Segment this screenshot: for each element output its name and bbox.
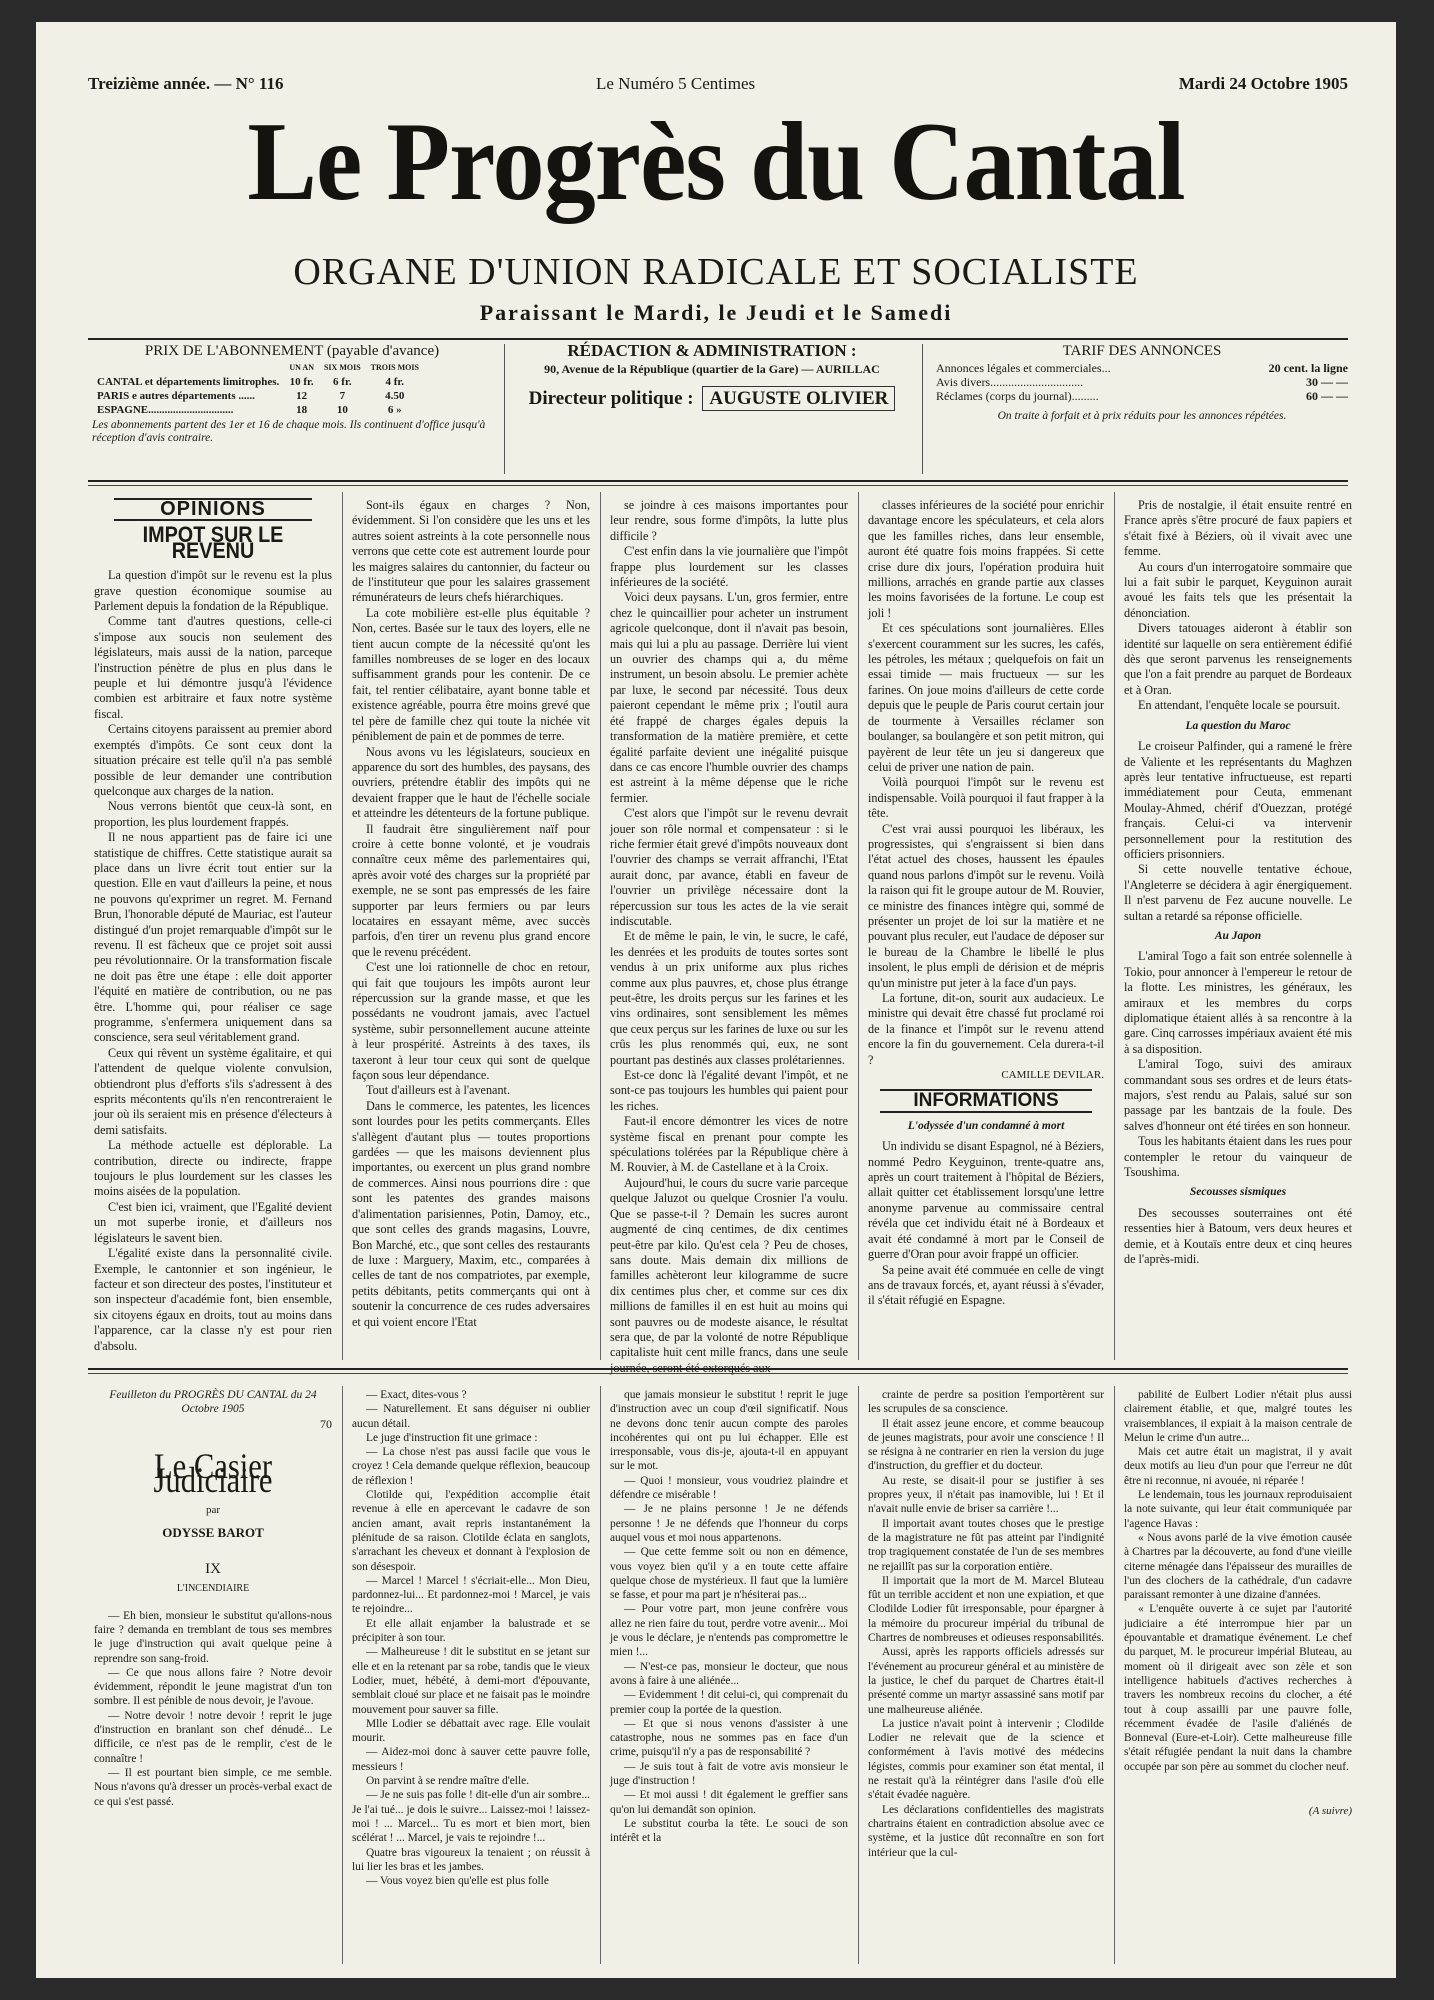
paragraph: Nous avons vu les législateurs, soucieux en apparence du sort des humbles, des paysans, des ouvriers, prétendre établir des impôts qui ne devaient frapper que le haut de l'échelle sociale et atteindre les détenteurs de la fortune publique. [352,744,590,821]
paragraph: crainte de perdre sa position l'emportèrent sur les scrupules de sa conscience. [868,1389,1104,1416]
paragraph: — Marcel ! Marcel ! s'écriait-elle... Mon Dieu, pardonnez-lui... Et pardonnez-moi ! Marcel, je vais te rejoindre... [352,1574,590,1616]
paragraph: — Eh bien, monsieur le substitut qu'allons-nous faire ? demanda en tremblant de tous ses membres le juge d'instruction qui avait quelque peine à reprendre son sang-froid. [94,1609,332,1665]
paragraph: Mlle Lodier se débattait avec rage. Elle voulait mourir. [352,1717,590,1745]
paragraph: Le croiseur Palfinder, qui a ramené le frère de Valiente et les représentants du Maghzen après leur tentative infructueuse, est reparti immédiatement pour Ceuta, emmenant Moulay-Ahmed, chérif d'Ouezzan, protégé français. Celui-ci va intervenir personnellement pour la restitution des officiers prisonniers. [1124,739,1352,861]
paragraph: — Aidez-moi donc à sauver cette pauvre folle, messieurs ! [352,1746,590,1773]
paragraph: Sont-ils égaux en charges ? Non, évidemment. Si l'on considère que les uns et les autres soient astreints à la cote personnelle nous verrons que cette cote est autrement lourde pour les maigres salaires du cantonnier, du facteur ou de l'instituteur que pour les salaires grassement rémunérateurs de leurs chefs hiérarchiques. [352,498,590,605]
issue-date: Mardi 24 Octobre 1905 [1178,74,1348,93]
paragraph: Comme tant d'autres questions, celle-ci s'impose aux soucis non seulement des législateurs, mais aussi de la nation, parceque l'instruction pénètre de plus en plus dans le peuple et lui démontre jusqu'à l'évidence combien est arbitraire et faux notre système fiscal. [94,614,332,721]
section-informations: INFORMATIONS [880,1089,1092,1112]
article-column-3 [610,498,848,1375]
column-rule [858,492,859,1360]
column-three-months: TROIS MOIS [370,363,419,372]
header-rule [88,338,1348,340]
paragraph: L'égalité existe dans la personnalité civile. Exemple, le cantonnier et son ingénieur, le facteur et son directeur des postes, l'instituteur et son inspecteur d'académie font, bien ensemble, six citoyens égaux en droits, tout au moins dans l'apparence, car la classe n'y est pour rien d'absolu. [94,1246,332,1353]
paragraph: — Je suis tout à fait de votre avis monsieur le juge d'instruction ! [610,1760,848,1788]
feuilleton-number: 70 [320,1416,332,1431]
paragraph: Dans le commerce, les patentes, les licences sont lourdes pour les petits commerçants. Elles s'allègent d'autant plus — toutes proportions gardées — que les maisons deviennent plus importantes, ou exercent un plus grand nombre de commerces. Ainsi nous pourrions dire : que sont les patentes des grandes maisons d'alimentation parisiennes, Potin, Damoy, etc., que sont celles des grands magasins, Louvre, Bon Marché, etc., que sont celles des restaurants de luxe : Marguery, Maxim, etc., comparées à celles de tant de nos compatriotes, par exemple, petits débitants, petits commerçants qui ont à soutenir la concurrence de ces rudes adversaires et qui voient encore l'Etat [352,1098,590,1329]
chapter-title: L'INCENDIAIRE [176,1583,250,1595]
paragraph: Ceux qui rêvent un système égalitaire, et qui l'attendent de quelque violente convulsion, obtiendront plus d'efforts s'ils s'adressent à des esprits mécontents qu'ils n'en rencontreraient le jour où ils seraient mis en présence d'électeurs à demi satisfaits. [94,1045,332,1137]
tarif-row: Avis divers............................... 30 — — [936,375,1348,389]
paragraph: C'est vrai aussi pourquoi les libéraux, les progressistes, qui s'engraissent si bien dans l'état actuel des choses, haussent les épaules quand nous parlons d'impôt sur le revenu. Voilà la raison qui fit le groupe autour de M. Rouvier, ce ministre des finances intègre qui, sommé de présenter un projet de loi sur la matière et ne pouvant plus reculer, eut l'audace de déposer sur le bureau de la Chambre le libellé le plus insolent, le plus empli de dérision et de mépris qu'un ministre put jeter à la face d'un pays. [868,821,1104,990]
paragraph: C'est une loi rationnelle de choc en retour, qui fait que toujours les impôts auront leur répercussion sur la grande masse, et que les possédants ne voudront jamais, avec l'actuel système, subir personnellement aucune atteinte à leur prospérité. Astreints à des taxes, ils taxeront à leur tour ceux qui sont de quelque façon sous leur dépendance. [352,960,590,1083]
paragraph: Tous les habitants étaient dans les rues pour contempler le retour du vainqueur de Tsoushima. [1124,1134,1352,1180]
article-column-2 [352,498,590,1356]
feuilleton-column-3 [610,1388,848,1962]
director-name: AUGUSTE OLIVIER [702,386,895,411]
subscription-title: PRIX DE L'ABONNEMENT (payable d'avance) [144,343,440,359]
paragraph: La fortune, dit-on, sourit aux audacieux. Le ministre qui devait être chassé fut proclamé roi de la finance et l'impôt sur le revenu attend encore la fin du gouvernement. Cela durera-t-il ? [868,991,1104,1067]
header-divider [922,344,923,474]
paragraph: Il ne nous appartient pas de faire ici une statistique de chiffres. Cette statistique aurait sa place dans un livre écrit tout entier sur la question. Elle en vaut d'ailleurs la peine, et nous ne pouvons qu'exprimer un regret. M. Fernand Brun, l'honorable député de Mauriac, est l'auteur distingué d'un projet remarquable d'impôt sur le revenu. Il est fâcheux que ce projet soit aussi peu révolutionnaire. Or la transformation fiscale ne doit pas être une étape : elle doit apporter l'équité en matière de contribution, ou ne pas être. L'homme qui, pour réaliser ce sage programme, s'enfermera uniquement dans sa conscience, sera seul véritablement grand. [94,830,332,1045]
director-label: Directeur politique : [528,388,694,409]
article-title: IMPOT SUR LE REVENU [142,522,284,563]
feuilleton-title: Le Casier Judiciaire [153,1445,273,1501]
paragraph: Les déclarations confidentielles des magistrats chartrains étaient en contradiction absolue avec ce système, et la justice dût reconnaître en son fort intérieur que la cul- [868,1803,1104,1859]
paragraph: Au reste, se disait-il pour se justifier à ses propres yeux, il n'était pas inamovible, lui ! Et il n'avait nulle envie de briser sa carrière !... [868,1474,1104,1516]
newspaper-page [36,22,1396,1978]
article-column-5 [1124,498,1352,1356]
paragraph: Aussi, après les rapports officiels adressés sur l'événement au procureur général et au ministère de la justice, le chef du parquet de Chartres était-il présenté comme un martyr assassiné sans motif par une malheureuse aliénée. [868,1646,1104,1716]
paragraph: que jamais monsieur le substitut ! reprit le juge d'instruction avec un coup d'œil significatif. Nous ne devons donc tenir aucun compte des paroles incohérentes qui ont pu lui échapper. Elle est irresponsable, vous dis-je, ajouta-t-il en appuyant sur le mot. [610,1389,848,1473]
paragraph: — Malheureuse ! dit le substitut en se jetant sur elle et en la retenant par sa robe, tandis que le vieux Lodier, muet, hébété, à demi-mort d'épouvante, semblait cloué sur place et ne faisait pas le moindre mouvement pour sauver sa fille. [352,1646,590,1716]
feuilleton-rule [88,1368,1348,1370]
subscription-note: Les abonnements partent des 1er et 16 de chaque mois. Ils continuent d'office jusqu'à réception d'avis contraire. [92,419,486,444]
paragraph: Et elle allait enjamber la balustrade et se précipiter à son tour. [352,1617,590,1645]
paragraph: En attendant, l'enquête locale se poursuit. [1138,698,1341,713]
paragraph: se joindre à ces maisons importantes pour leur rendre, sous forme d'impôts, la lutte plus difficile ? [610,498,848,543]
redaction-box [514,341,910,472]
paragraph: Il importait avant toutes choses que le prestige de la magistrature ne fût pas atteint par l'indignité trop tragiquement constatée de l'un de ses membres ne rejaillît pas sur la corporation entière. [868,1517,1104,1573]
article-column-1 [94,498,332,1356]
paragraph: Pris de nostalgie, il était ensuite rentré en France après s'être procuré de faux papiers et s'était fixé à Béziers, où il vivait avec une femme. [1124,498,1352,559]
paragraph: « L'enquête ouverte à ce sujet par l'autorité judiciaire a été interrompue hier par un épouvantable et dramatique événement. Le chef du parquet, M. le procureur impérial Bluteau, au moment où il dirigeait avec son zèle et son intelligence habituels d'actives recherches à travers les nombreux recoins du clocher, a été tout à coup assailli par une pauvre folle, récemment évadée de l'asile d'aliénés de Bonneval (Eure-et-Loir). Cette malheureuse fille s'était réfugiée pendant la nuit dans la chambre occupée par son père au sommet du clocher neuf. [1124,1603,1352,1773]
paragraph: Et ces spéculations sont journalières. Elles s'exercent couramment sur les sucres, les cafés, les pétroles, les métaux ; quelquefois on fait un essai timide — mais fructueux — sur les farines. On joue moins d'ailleurs de cette corde depuis que le peuple de Paris courut certain jour de tourmente à Versailles réclamer son boulanger, sa boulangère et son petit mitron, qui payèrent de leur tête un jeu si dangereux que celui de priver une nation de pain. [868,621,1104,774]
paragraph: — Notre devoir ! notre devoir ! reprit le juge d'instruction en branlant son chef dénudé... Le difficile, ce n'est pas de le remplir, c'est de le connaître ! [94,1709,332,1765]
column-six-months: SIX MOIS [323,363,361,372]
paragraph: Certains citoyens paraissent au premier abord exemptés d'impôts. Ce sont ceux dont la situation précaire est telle qu'il n'a pas semblé possible de leur demander une contribution quelconque aux charges de la nation. [94,722,332,798]
paragraph: Il faudrait être singulièrement naïf pour croire à cette bonne volonté, et je voudrais connaître ceux même des parlementaires qui, après avoir voté des charges sur la propriété par exemple, ne se sont pas empressés de les faire supporter par leurs fermiers ou par leurs locataires en essayant même, avec succès parfois, d'en tirer un revenu plus grand encore que le revenu précédent. [352,821,590,959]
paragraph: Voici deux paysans. L'un, gros fermier, entre chez le quincaillier pour acheter un instrument agricole quelconque, dont il n'avait pas besoin, mais qui lui a plu au passage. Derrière lui vient un ouvrier des champs qui a, du même instrument, un besoin absolu. Le premier achète par luxe, le second par nécessité. Tous deux paieront cependant le même prix ; l'outil aura été frappé de charges égales depuis la transformation de la matière première, et cette égalité parfaite devient une inégalité puisque dans ce cas encore l'humble ouvrier des champs est astreint à la même dépense que le riche fermier. [610,590,848,805]
paragraph: — La chose n'est pas aussi facile que vous le croyez ! Cela demande quelque réflexion, beaucoup de réflexion ! [352,1446,590,1487]
paragraph: Nous verrons bientôt que ceux-là sont, en proportion, les plus lourdement frappés. [94,799,332,829]
paragraph: Tout d'ailleurs est à l'avenant. [366,1083,510,1098]
feuilleton-par: par [205,1504,221,1517]
paragraph: Voilà pourquoi l'impôt sur le revenu est indispensable. Voilà pourquoi il faut frapper à la tête. [868,775,1104,821]
paragraph: Si cette nouvelle tentative échoue, l'Angleterre se décidera à agir énergiquement. Il n'est parvenu de Fez aucune nouvelle. Le sultan a retardé sa réponse officielle. [1124,862,1352,923]
paragraph: La justice n'avait point à intervenir ; Clodilde Lodier ne relevait que de la science et conformément à l'avis motivé des médecins légistes, commis pour examiner son état mental, il ne restait qu'à la réintégrer dans l'asile d'où elle s'était évadée naguère. [868,1717,1104,1802]
publication-days: Paraissant le Mardi, le Jeudi et le Samedi [479,300,953,325]
paragraph: C'est enfin dans la vie journalière que l'impôt frappe plus lourdement sur les classes inférieures de la société. [610,544,848,590]
tarif-note: On traite à forfait et à prix réduits pour les annonces répétées. [997,410,1287,422]
tarif-row: Réclames (corps du journal)......... 60 — — [936,389,1348,403]
column-rule [342,1386,343,1964]
feuilleton-column-2 [352,1388,590,1962]
paragraph: C'est bien ici, vraiment, que l'Egalité devient un mot superbe ironie, et d'ailleurs nos législateurs le savent bien. [94,1199,332,1245]
paragraph: Est-ce donc là l'égalité devant l'impôt, et ne sont-ce pas toujours les humbles qui paient pour les riches. [610,1068,848,1113]
article-column-4 [868,498,1104,1356]
paragraph: Le juge d'instruction fit une grimace : [366,1431,538,1444]
table-row: CANTAL et départements limitrophes. 10 fr. 6 fr. 4 fr. [97,376,405,388]
paragraph: Sa peine avait été commuée en celle de vingt ans de travaux forcés, et, ayant réussi à s'évader, il s'était réfugié en Espagne. [868,1262,1104,1308]
paragraph: La méthode actuelle est déplorable. La contribution, directe ou indirecte, frappe toujours le plus lourdement sur les classes les moins aisées de la population. [94,1138,332,1199]
feuilleton-column-4 [868,1388,1104,1962]
news-headline: La question du Maroc [1185,719,1291,732]
paragraph: — N'est-ce pas, monsieur le docteur, que nous avons à faire à une aliénée... [610,1660,848,1687]
paragraph: L'amiral Togo, suivi des amiraux commandant sous ses ordres et de leurs états-majors, s'est rendu au Palais, salué sur son passage par les bantzais de la foule. Des salves d'honneur ont été tirées en son honneur. [1124,1057,1352,1133]
paragraph: — Evidemment ! dit celui-ci, qui comprenait du premier coup la portée de la question. [610,1689,848,1716]
paragraph: Divers tatouages aideront à établir son identité sur laquelle on sera entièrement édifié dès que seront parvenus les renseignements que l'on a fait prendre au parquet de Bordeaux et à Oran. [1124,621,1352,697]
paragraph: La cote mobilière est-elle plus équitable ? Non, certes. Basée sur le taux des loyers, elle ne tient aucun compte de la nécessité qu'ont les familles nombreuses de se loger en des locaux suffisamment grands pour les contenir. De ce fait, tel rentier célibataire, ayant bonne table et existence agréable, pourra être moins grevé que tel père de famille chez qui toute la nichée vit péniblement de pain et de pommes de terre. [352,605,590,744]
paragraph: C'est alors que l'impôt sur le revenu devrait jouer son rôle normal et compensateur : si le riche fermier était grevé d'impôts nouveaux dont l'ouvrier des champs se verrait affranchi, l'Etat aurait donc, par avance, établi en faveur de l'ouvrier un privilège nécessaire dont la répercussion sur tous les actes de la vie serait indiscutable. [610,806,848,928]
issue-number: Treizième année. — N° 116 [88,74,284,93]
paragraph: Clotilde qui, l'expédition accomplie était revenue à elle en apercevant le cadavre de son ancien amant, avait repris instantanément la plénitude de sa raison. Clotilde éclata en sanglots, s'arrachant les cheveux et donnant à l'explosion de son désespoir. [352,1489,590,1573]
subscription-box [92,344,492,472]
news-headline: L'odyssée d'un condamné à mort [907,1119,1065,1132]
tarif-row: Annonces légales et commerciales... 20 cent. la ligne [936,361,1348,375]
tarif-box [936,344,1348,472]
paragraph: — Exact, dites-vous ? [366,1389,467,1401]
column-rule [1114,1386,1115,1964]
paragraph: Faut-il encore démontrer les vices de notre système fiscal en prenant pour compte les spéculations tolérées par la République chère à M. Rouvier, à M. de Castellane et à la Croix. [610,1114,848,1175]
subscription-table [92,361,424,417]
header-bottom-rule-thin [88,485,1348,486]
chapter-number: IX [205,1561,221,1578]
feuilleton-column-1 [94,1388,332,1962]
paragraph: On parvint à se rendre maître d'elle. [366,1775,530,1788]
paragraph: — Vous voyez bien qu'elle est plus folle [366,1875,549,1888]
column-year: UN AN [289,363,314,372]
paragraph: classes inférieures de la société pour enrichir davantage encore les spéculateurs, et cela alors que les familles riches, dans leur ensemble, auront été quatre fois moins frappées. Si cette crise dure dix jours, l'opération produira huit millions, arrachés en grande partie aux classes les moins favorisées de la fortune. Le coup est joli ! [868,498,1104,620]
newspaper-subtitle: ORGANE D'UNION RADICALE ET SOCIALISTE [293,251,1139,293]
paragraph: Il était assez jeune encore, et comme beaucoup de jeunes magistrats, pour avoir une conscience ! Il se résigna à ne contrarier en rien la version du juge d'instruction, du greffier et du docteur. [868,1417,1104,1473]
paragraph: L'amiral Togo a fait son entrée solennelle à Tokio, pour annoncer à l'empereur le retour de la flotte. Les ministres, les généraux, les amiraux et les membres du corps diplomatique étaient allés à sa rencontre à la gare. Cinq carrosses impériaux avaient été mis à sa disposition. [1124,949,1352,1056]
paragraph: Le lendemain, tous les journaux reproduisaient la note suivante, qui leur était communiquée par l'agence Havas : [1124,1489,1352,1530]
news-headline: Secousses sismiques [1189,1186,1287,1199]
paragraph: — Et moi aussi ! dit également le greffier sans qu'on lui demandât son opinion. [610,1789,848,1816]
paragraph: Le substitut courba la tête. Le souci de son intérêt et la [610,1817,848,1845]
paragraph: — Pour votre part, mon jeune confrère vous allez ne rien faire du tout, perdre votre avenir... Moi je vous le déclare, je n'entends pas compromettre le mien !... [610,1603,848,1659]
paragraph: — Je ne plains personne ! Je ne défends personne ! Je ne défends que l'honneur du corps auquel vous et moi nous appartenons. [610,1503,848,1544]
paragraph: — Ce que nous allons faire ? Notre devoir évidemment, répondit le jeune magistrat d'un ton sombre. Il est pénible de nous devoir, je l'avoue. [94,1666,332,1708]
feuilleton-author: ODYSSE BAROT [162,1524,264,1540]
header-bottom-rule [88,480,1348,482]
paragraph: La question d'impôt sur le revenu est la plus grave question économique soumise au Parlement depuis la fondation de la République. [94,568,332,614]
paragraph: Et de même le pain, le vin, le sucre, le café, les denrées et les produits de toutes sortes sont vendus à un prix uniforme aux plus riches comme aux plus pauvres, et, chose plus étrange peut-être, les droits perçus sur les farines et les vins ordinaires, sont sensiblement les mêmes que ceux perçus sur les farines de luxe ou sur les crûs les plus renommés qui, eux, ne sont pourtant pas destinés aux classes prolétariennes. [610,929,848,1067]
paragraph: Quatre bras vigoureux la tenaient ; on réussit à lui lier les bras et les jambes. [352,1846,590,1873]
article-signature: CAMILLE DEVILAR. [1001,1069,1104,1082]
paragraph: Il importait que la mort de M. Marcel Bluteau fût un terrible accident et non une expiation, et que Clodilde Lodier fût irresponsable, pour épargner à la mémoire du procureur impérial du tribunal de Chartres de nombreuses et odieuses responsabilités. [868,1574,1104,1645]
paragraph: Des secousses souterraines ont été ressenties hier à Batoum, vers deux heures et demie, et à Koutaïs entre deux et cinq heures de l'après-midi. [1124,1205,1352,1267]
paragraph: — Et que si nous venons d'assister à une catastrophe, nous ne sommes pas en face d'un crime, puisqu'il n'y a pas de responsabilité ? [610,1717,848,1759]
paragraph: — Il est pourtant bien simple, ce me semble. Nous n'avons qu'à dresser un procès-verbal exact de ce qui s'est passé. [94,1766,332,1808]
to-be-continued: (A suivre) [1308,1805,1352,1818]
feuilleton-column-5 [1124,1388,1352,1962]
paragraph: — Naturellement. Et sans déguiser ni oublier aucun détail. [352,1403,590,1430]
tarif-title: TARIF DES ANNONCES [1062,343,1222,359]
column-rule [858,1386,859,1964]
paragraph: — Je ne suis pas folle ! dit-elle d'un air sombre... Je l'ai tué... je dois le suivre... Laissez-moi ! laissez-moi ! ... Marcel... Tu es mort et bien mort, bien scélérat ! ... Marcel, je vais te rejoindre !... [352,1789,590,1845]
section-opinions: OPINIONS [114,498,312,521]
paragraph: Aujourd'hui, le cours du sucre varie parceque quelque Jaluzot ou quelque Crosnier l'a voulu. Que se passe-t-il ? Demain les sucres auront augmenté de cinq centimes, de dix centimes peut-être par kilo. Qu'est cela ? Peu de choses, sans doute. Mais demain dix millions de familles achèteront leur kilogramme de sucre dix centimes plus cher, et comme sur ces dix millions de familles il en est huit au moins qui sont pauvres ou de modeste aisance, le résultat sera que, de par la volonté de notre République capitaliste huit cent mille francs, dans une seule journée, seront été extorqués aux [610,1175,848,1375]
paragraph: Au cours d'un interrogatoire sommaire que lui a fait subir le parquet, Keyguinon aurait avoué les faits tels que les présentait la dénonciation. [1124,559,1352,620]
table-row: ESPAGNE............................... 18 10 6 » [97,404,402,416]
redaction-address: 90, Avenue de la République (quartier de la Gare) — AURILLAC [544,362,880,376]
column-rule [342,492,343,1360]
table-row: PARIS e autres départements ...... 12 7 4.50 [97,390,405,402]
paragraph: — Que cette femme soit ou non en démence, vous voyez bien qu'il y a en toute cette affaire quelque chose de mystérieux. Il faut que la lumière se fasse, et pour ma part je n'hésiterai pas... [610,1546,848,1602]
column-rule [600,1386,601,1964]
feuilleton-header: Feuilleton du PROGRÈS DU CANTAL du 24 Octobre 1905 [109,1389,317,1416]
column-rule [1114,492,1115,1360]
director-line [514,388,910,409]
paragraph: pabilité de Eulbert Lodier n'était plus aussi clairement établie, et que, malgré toutes les vraisemblances, il expiait à la maison centrale de Melun le crime d'un autre... [1124,1389,1352,1444]
news-headline: Au Japon [1214,929,1262,942]
paragraph: Mais cet autre était un magistrat, il y avait deux motifs au lieu d'un pour que l'erreur ne dût être ni reconnue, ni avouée, ni réparée ! [1124,1446,1352,1487]
newspaper-title: Le Progrès du Cantal [247,100,1185,224]
price-line: Le Numéro 5 Centimes [596,74,756,93]
paragraph: — Quoi ! monsieur, vous voudriez plaindre et défendre ce misérable ! [610,1474,848,1502]
feuilleton-rule-thin [88,1373,1348,1374]
paragraph: « Nous avons parlé de la vive émotion causée à Chartres par la découverte, au fond d'une vieille citerne ménagée dans l'épaisseur des murailles de l'un des clochers de la cathédrale, d'un cadavre paraissant remonter à une dizaine d'années. [1124,1531,1352,1602]
column-rule [600,492,601,1360]
paragraph: Un individu se disant Espagnol, né à Béziers, nommé Pedro Keyguinon, trente-quatre ans, après un court traitement à l'hôpital de Béziers, allait quitter cet établissement lorsqu'une lettre anonyme parvenue au commissaire central révéla que cet individu était né à Bordeaux et avait été condamné à mort par le Conseil de guerre d'Oran pour avoir frappé un officier. [868,1139,1104,1262]
header-divider [504,344,505,474]
redaction-title: RÉDACTION & ADMINISTRATION : [567,341,857,360]
